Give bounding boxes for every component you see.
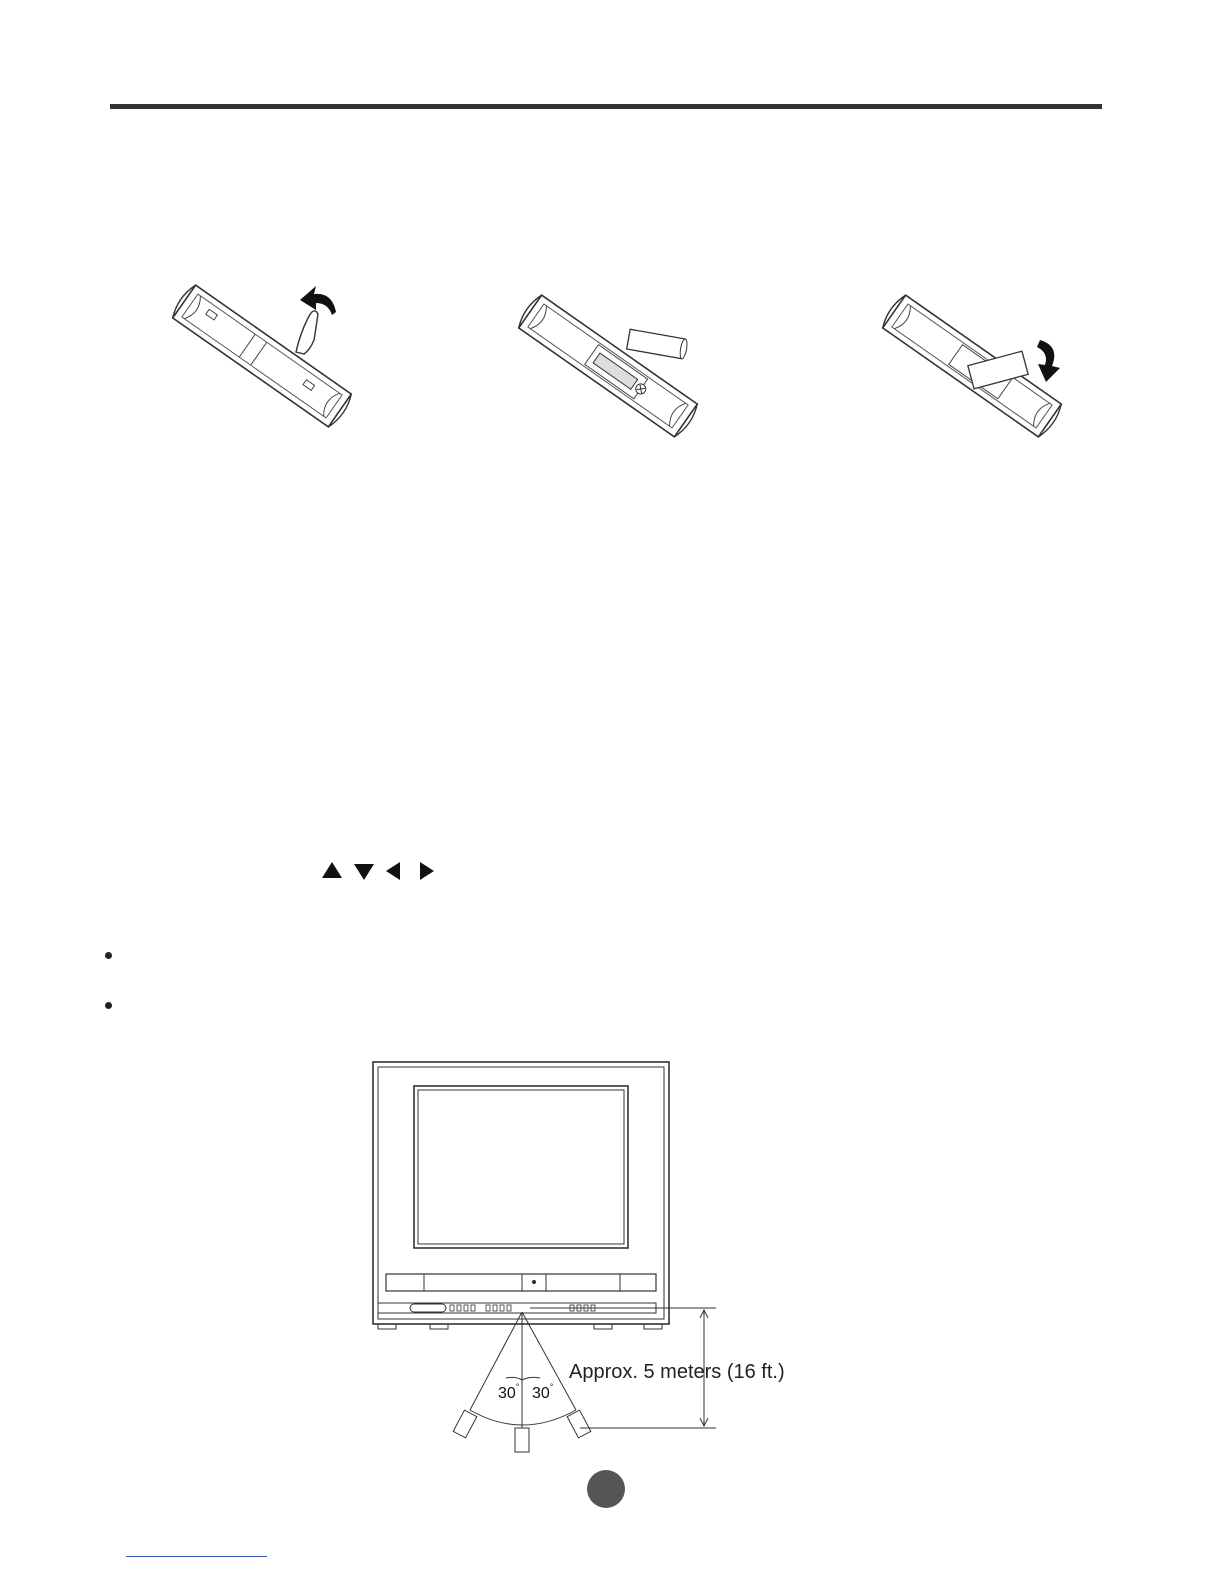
- tv-set: [373, 1062, 669, 1329]
- reception-angle-lines: [470, 1312, 576, 1428]
- distance-label: Approx. 5 meters (16 ft.): [569, 1361, 785, 1383]
- angle-left-label: 30°: [498, 1382, 520, 1402]
- page-number-circle: [587, 1470, 625, 1508]
- angle-right-label: 30°: [532, 1382, 554, 1402]
- link-underline: [126, 1556, 267, 1557]
